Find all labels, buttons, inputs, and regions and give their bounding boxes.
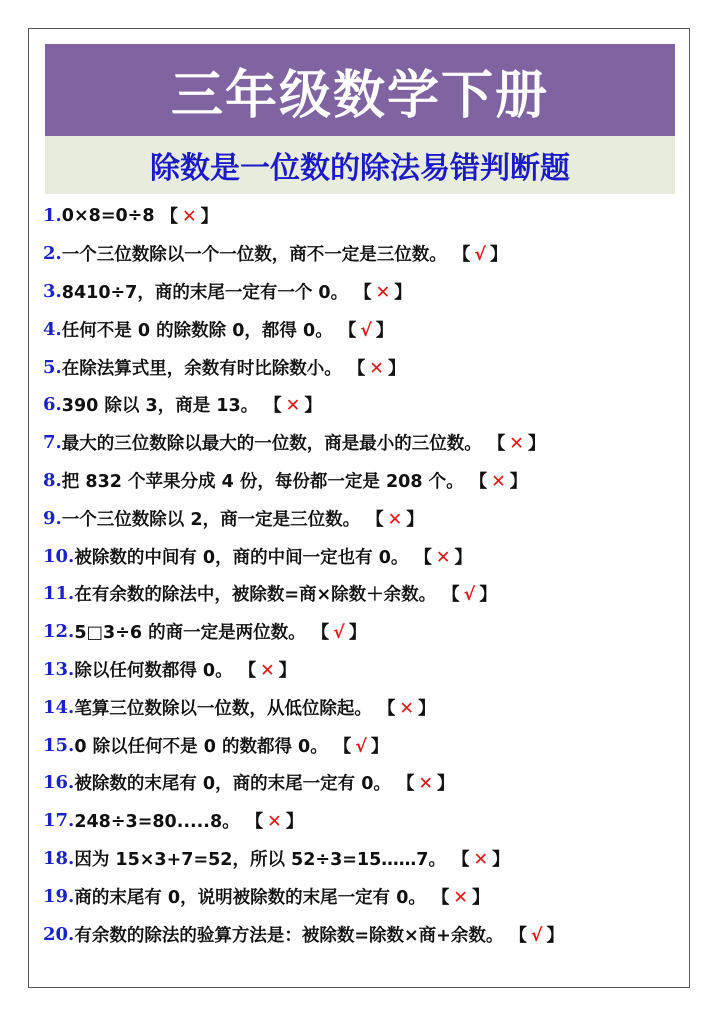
question-text: 商的末尾有 0，说明被除数的末尾一定有 0。 xyxy=(74,887,426,908)
question-item xyxy=(43,462,683,500)
question-item xyxy=(43,726,683,764)
question-text: 被除数的末尾有 0，商的末尾一定有 0。 xyxy=(74,774,391,795)
question-item xyxy=(43,348,683,386)
question-number: 8. xyxy=(43,469,62,491)
answer-box xyxy=(354,279,412,304)
question-item xyxy=(43,575,683,613)
question-item xyxy=(43,877,683,915)
bracket-open: 【 xyxy=(442,585,460,606)
question-item xyxy=(43,688,683,726)
bracket-close: 】 xyxy=(454,547,473,568)
bracket-close: 】 xyxy=(278,660,297,681)
question-number: 4. xyxy=(43,318,62,340)
bracket-open: 【 xyxy=(487,434,506,455)
answer-mark: √ xyxy=(355,736,367,757)
question-item xyxy=(43,840,683,878)
bracket-open: 【 xyxy=(264,396,282,417)
question-number: 3. xyxy=(43,280,62,302)
question-text: 任何不是 0 的除数除 0，都得 0。 xyxy=(61,320,333,341)
question-text: 8410÷7，商的末尾一定有一个 0。 xyxy=(61,282,349,303)
answer-box xyxy=(397,770,455,795)
question-text: 一个三位数除以一个一位数，商不一定是三位数。 xyxy=(61,245,447,266)
bracket-close: 】 xyxy=(406,509,424,530)
question-text: 有余数的除法的验算方法是：被除数=除数×商+余数。 xyxy=(74,925,504,946)
answer-box xyxy=(246,808,304,833)
answer-mark: ✕ xyxy=(285,396,301,417)
answer-box xyxy=(452,846,510,871)
question-text: 在有余数的除法中，被除数=商×除数＋余数。 xyxy=(74,585,437,606)
bracket-open: 【 xyxy=(338,320,357,341)
question-item xyxy=(43,764,683,802)
answer-mark: ✕ xyxy=(453,887,469,908)
answer-box xyxy=(366,506,424,531)
answer-mark: ✕ xyxy=(435,547,451,568)
question-number: 17. xyxy=(43,810,75,832)
answer-mark: ✕ xyxy=(509,434,524,455)
bracket-open: 【 xyxy=(431,887,450,908)
answer-mark: ✕ xyxy=(473,849,489,870)
bracket-close: 】 xyxy=(285,812,304,833)
question-text: 笔算三位数除以一位数，从低位除起。 xyxy=(74,698,372,719)
bracket-open: 【 xyxy=(238,660,257,681)
question-item xyxy=(43,424,683,462)
question-number: 11. xyxy=(43,583,75,605)
question-text: 最大的三位数除以最大的一位数，商是最小的三位数。 xyxy=(61,434,482,455)
bracket-open: 【 xyxy=(347,358,366,379)
answer-mark: ✕ xyxy=(267,812,282,833)
question-number: 2. xyxy=(43,243,62,265)
bracket-open: 【 xyxy=(414,547,432,568)
question-number: 19. xyxy=(43,885,75,907)
question-number: 12. xyxy=(43,621,75,643)
question-item xyxy=(43,802,683,840)
question-item xyxy=(43,651,683,689)
question-number: 16. xyxy=(43,772,75,794)
question-text: 在除法算式里，余数有时比除数小。 xyxy=(61,358,342,379)
question-number: 15. xyxy=(43,734,75,756)
bracket-close: 】 xyxy=(546,925,565,946)
bracket-close: 】 xyxy=(394,282,412,303)
bracket-open: 【 xyxy=(366,509,384,530)
question-item xyxy=(43,273,683,311)
answer-box xyxy=(442,581,497,606)
question-number: 20. xyxy=(43,923,75,945)
answer-box xyxy=(414,544,472,569)
subtitle-banner xyxy=(45,136,675,194)
question-item xyxy=(43,386,683,424)
question-item xyxy=(43,537,683,575)
question-text: 除以任何数都得 0。 xyxy=(74,660,233,681)
question-text: 390 除以 3，商是 13。 xyxy=(61,396,259,417)
answer-mark: √ xyxy=(360,320,372,341)
question-text: 一个三位数除以 2，商一定是三位数。 xyxy=(61,509,361,530)
answer-mark: √ xyxy=(333,623,345,644)
bracket-open: 【 xyxy=(245,812,264,833)
answer-box xyxy=(334,733,389,758)
answer-box xyxy=(239,657,297,682)
bracket-close: 】 xyxy=(370,736,389,757)
answer-box xyxy=(312,619,367,644)
question-item xyxy=(43,235,683,273)
bracket-close: 】 xyxy=(472,887,490,908)
question-number: 14. xyxy=(43,696,75,718)
question-text: 因为 15×3+7=52，所以 52÷3=15……7。 xyxy=(74,849,446,870)
question-list xyxy=(43,197,683,953)
question-item xyxy=(43,915,683,953)
question-item xyxy=(43,310,683,348)
answer-mark: ✕ xyxy=(260,660,275,681)
bracket-close: 】 xyxy=(418,698,436,719)
bracket-close: 】 xyxy=(527,434,546,455)
answer-mark: √ xyxy=(530,925,543,946)
question-number: 18. xyxy=(43,847,75,869)
bracket-close: 】 xyxy=(387,358,406,379)
bracket-open: 【 xyxy=(377,698,396,719)
bracket-open: 【 xyxy=(396,774,415,795)
answer-mark: ✕ xyxy=(418,774,434,795)
bracket-open: 【 xyxy=(452,245,471,266)
question-number: 1. xyxy=(43,205,62,227)
question-number: 5. xyxy=(43,356,62,378)
answer-box xyxy=(264,392,322,417)
question-text: 0×8=0÷8 xyxy=(61,205,155,226)
bracket-open: 【 xyxy=(160,207,178,228)
answer-box xyxy=(470,468,528,493)
answer-box xyxy=(488,430,546,455)
bracket-open: 【 xyxy=(469,471,488,492)
answer-mark: ✕ xyxy=(387,509,403,530)
question-text: 被除数的中间有 0，商的中间一定也有 0。 xyxy=(74,547,409,568)
question-item xyxy=(43,499,683,537)
question-text: 0 除以任何不是 0 的数都得 0。 xyxy=(74,736,328,757)
bracket-close: 】 xyxy=(509,471,528,492)
answer-mark: √ xyxy=(463,585,476,606)
answer-mark: ✕ xyxy=(491,471,506,492)
bracket-open: 【 xyxy=(333,736,352,757)
question-text: 把 832 个苹果分成 4 份，每份都一定是 208 个。 xyxy=(61,471,464,492)
answer-mark: ✕ xyxy=(399,698,414,719)
answer-box xyxy=(378,695,436,720)
answer-box xyxy=(432,884,490,909)
bracket-close: 】 xyxy=(479,585,497,606)
question-item xyxy=(43,197,683,235)
bracket-close: 】 xyxy=(200,207,219,228)
answer-mark: ✕ xyxy=(375,282,391,303)
answer-mark: √ xyxy=(474,245,486,266)
question-number: 7. xyxy=(43,432,62,454)
question-number: 6. xyxy=(43,394,62,416)
bracket-close: 】 xyxy=(437,774,455,795)
question-number: 13. xyxy=(43,658,75,680)
bracket-open: 【 xyxy=(509,925,527,946)
question-item xyxy=(43,613,683,651)
bracket-close: 】 xyxy=(375,320,394,341)
answer-box xyxy=(509,922,564,947)
bracket-open: 【 xyxy=(354,282,372,303)
question-text: 5□3÷6 的商一定是两位数。 xyxy=(74,623,306,644)
question-text: 248÷3=80.....8。 xyxy=(74,812,240,833)
page-title-banner xyxy=(45,44,675,136)
bracket-open: 【 xyxy=(311,623,330,644)
question-number: 10. xyxy=(43,545,75,567)
bracket-close: 】 xyxy=(489,245,508,266)
bracket-open: 【 xyxy=(451,849,470,870)
answer-box xyxy=(348,355,406,380)
bracket-close: 】 xyxy=(492,849,510,870)
page-subtitle: 除数是一位数的除法易错判断题 xyxy=(150,151,570,186)
answer-box xyxy=(453,241,508,266)
answer-mark: ✕ xyxy=(369,358,384,379)
page-title: 三年级数学下册 xyxy=(170,64,549,126)
bracket-close: 】 xyxy=(348,623,367,644)
answer-box xyxy=(339,317,394,342)
question-number: 9. xyxy=(43,507,62,529)
answer-box xyxy=(161,203,219,228)
answer-mark: ✕ xyxy=(182,207,197,228)
bracket-close: 】 xyxy=(304,396,322,417)
